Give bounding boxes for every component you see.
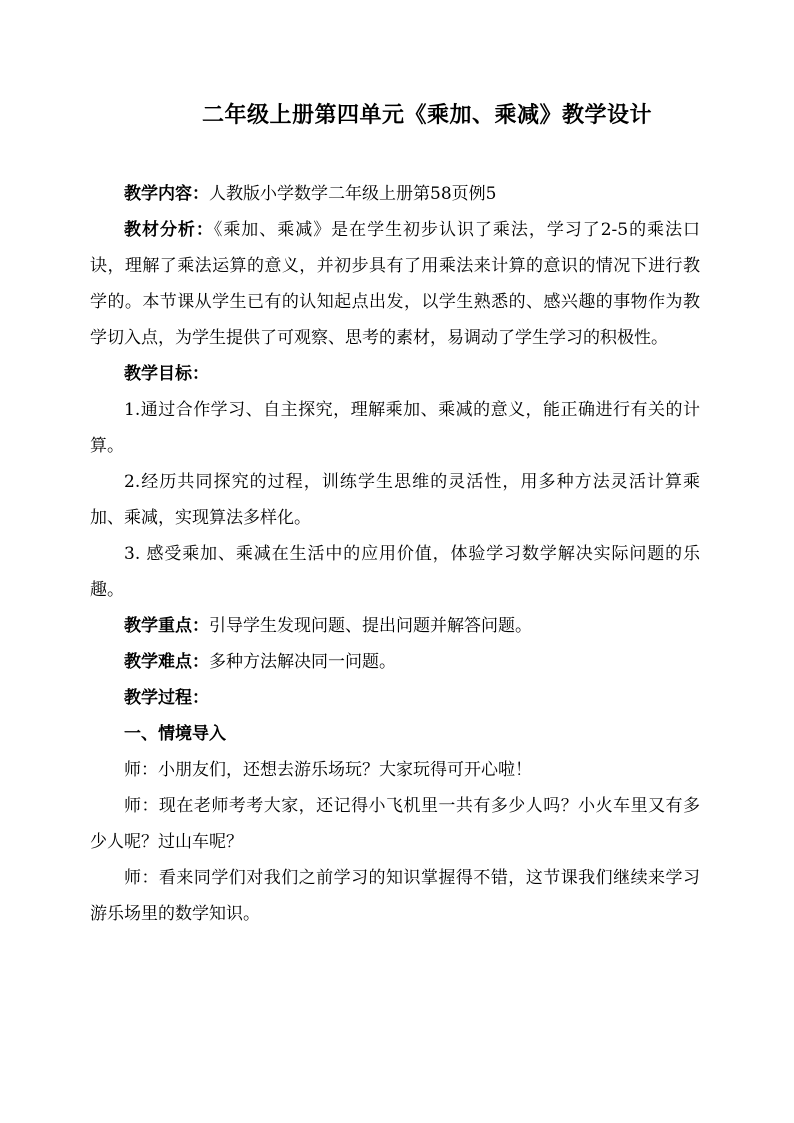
teaching-key-paragraph: [90, 608, 700, 644]
teaching-difficulty-text: 多种方法解决同一问题。: [209, 652, 396, 672]
document-title: 二年级上册第四单元《乘加、乘减》教学设计: [201, 102, 652, 128]
teacher-line-3: 师：看来同学们对我们之前学习的知识掌握得不错，这节课我们继续来学习游乐场里的数学知识。: [90, 868, 700, 924]
teaching-difficulty-label: 教学难点：: [124, 652, 209, 672]
goal-3: 3. 感受乘加、乘减在生活中的应用价值，体验学习数学解决实际问题的乐趣。: [90, 544, 700, 600]
teaching-key-text: 引导学生发现问题、提出问题并解答问题。: [209, 616, 532, 636]
material-analysis-text: 《乘加、乘减》是在学生初步认识了乘法，学习了2-5的乘法口诀，理解了乘法运算的意义，并初步具有了用乘法来计算的意识的情况下进行教学的。本节课从学生已有的认知起点出发，以学生熟悉的、感兴趣的事物作为教学切入点，为学生提供了可观察、思考的素材，易调动了学生学习的积极性。: [90, 220, 701, 348]
teacher-line-2: 师：现在老师考考大家，还记得小飞机里一共有多少人吗？小火车里又有多少人呢？过山车呢？: [90, 796, 700, 852]
goal-2: 2.经历共同探究的过程，训练学生思维的灵活性，用多种方法灵活计算乘加、乘减，实现算法多样化。: [90, 472, 700, 528]
material-analysis-paragraph: [90, 212, 700, 356]
teaching-content-paragraph: [90, 176, 700, 212]
teaching-content-text: 人教版小学数学二年级上册第58页例5: [209, 184, 497, 204]
teaching-process-label: 教学过程：: [124, 688, 209, 708]
teacher-line-1: 师：小朋友们，还想去游乐场玩？大家玩得可开心啦！: [124, 760, 532, 780]
document-body: [90, 176, 700, 932]
teaching-difficulty-paragraph: [90, 644, 700, 680]
teaching-content-label: 教学内容：: [124, 184, 209, 204]
section-1-heading: [90, 716, 700, 752]
teaching-goals-label: 教学目标：: [124, 364, 209, 384]
teaching-key-label: 教学重点：: [124, 616, 209, 636]
teaching-goals-heading: [90, 356, 700, 392]
section-1-heading-text: 一、情境导入: [124, 724, 226, 744]
material-analysis-label: 教材分析：: [124, 220, 214, 240]
goal-1: 1.通过合作学习、自主探究，理解乘加、乘减的意义，能正确进行有关的计算。: [90, 400, 700, 456]
teaching-process-heading: [90, 680, 700, 716]
